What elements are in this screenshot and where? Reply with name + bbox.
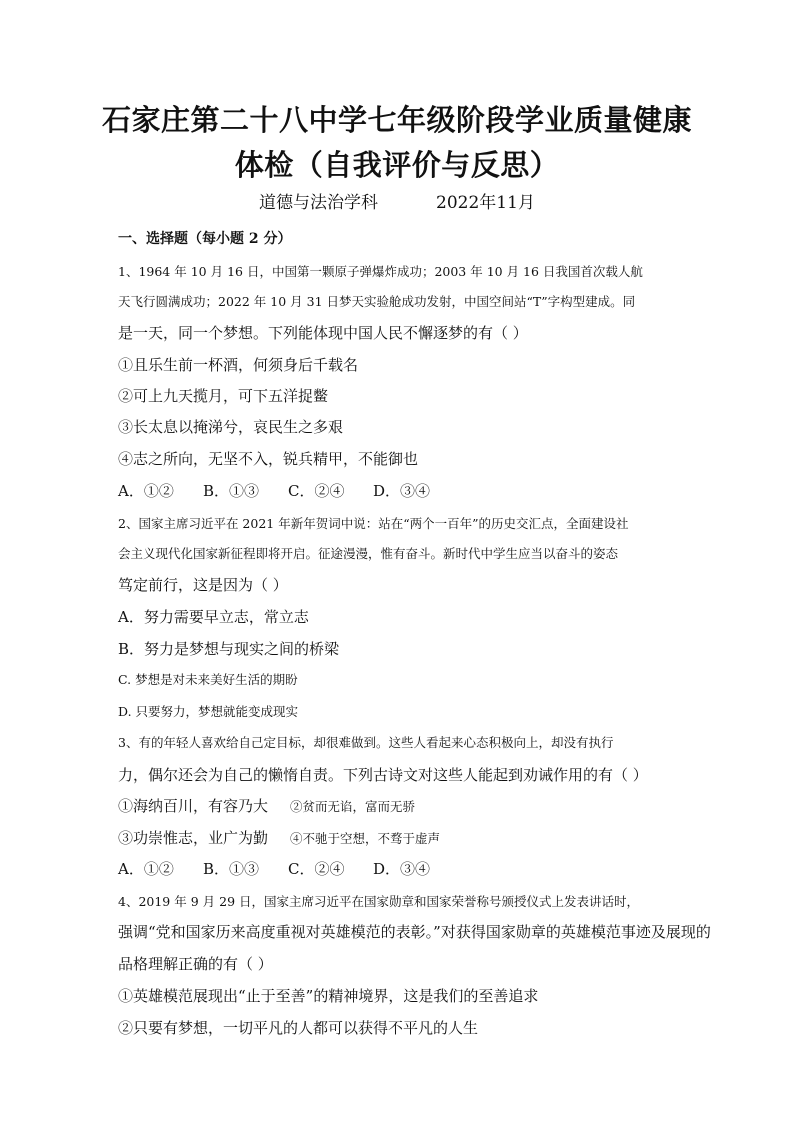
q3-stem-line2: 力，偶尔还会为自己的懒惰自责。下列古诗文对这些人能起到劝诫作用的有（ ）: [118, 766, 648, 784]
q1-item-3: ③长太息以掩涕兮，哀民生之多艰: [118, 418, 344, 436]
q4-stem-line1: 4、2019 年 9 月 29 日，国家主席习近平在国家勋章和国家荣誉称号颁授仪式上发表讲话时，: [118, 894, 639, 909]
q1-item-1: ①且乐生前一杯酒，何须身后千载名: [118, 356, 359, 374]
q1-item-4: ④志之所向，无坚不入，锐兵精甲，不能御也: [118, 450, 419, 468]
q3-items-row1: [118, 795, 415, 816]
subtitle: [0, 188, 794, 213]
q3-items-row2: [118, 827, 440, 848]
q4-item-2: ②只要有梦想，一切平凡的人都可以获得不平凡的人生: [118, 1019, 479, 1037]
q1-options: [118, 480, 458, 501]
q2-stem-line1: 2、国家主席习近平在 2021 年新年贺词中说：站在“两个一百年”的历史交汇点，全面建设社: [118, 516, 629, 531]
q3-options: [118, 858, 458, 879]
page-title-line2: 体检（自我评价与反思）: [234, 148, 560, 182]
q3-item-2: ②贫而无谄，富而无骄: [290, 799, 416, 814]
q1-option-b: B．①③: [203, 482, 260, 500]
q1-item-2: ②可上九天揽月，可下五洋捉鳖: [118, 387, 329, 405]
q1-stem-line2: 天飞行圆满成功；2022 年 10 月 31 日梦天实验舱成功发射，中国空间站“T”字构型建成。同: [118, 294, 636, 309]
q2-stem-line3: 笃定前行，这是因为（ ）: [118, 576, 288, 594]
q2-option-d: D. 只要努力，梦想就能变成现实: [118, 704, 299, 719]
q2-stem-line2: 会主义现代化国家新征程即将开启。征途漫漫，惟有奋斗。新时代中学生应当以奋斗的姿态: [118, 546, 619, 561]
q4-stem-line2: 强调“党和国家历来高度重视对英雄模范的表彰。”对获得国家勋章的英雄模范事迹及展现的: [118, 923, 711, 941]
q4-stem-line3: 品格理解正确的有（ ）: [118, 955, 273, 973]
page-title-line1: 石家庄第二十八中学七年级阶段学业质量健康: [101, 103, 692, 137]
q3-item-4: ④不驰于空想，不骛于虚声: [290, 831, 441, 846]
exam-date: 2022年11月: [436, 193, 535, 213]
q2-option-a: A．努力需要早立志，常立志: [118, 608, 309, 626]
q3-stem-line1: 3、有的年轻人喜欢给自己定目标，却很难做到。这些人看起来心态积极向上，却没有执行: [118, 735, 614, 750]
q1-option-d: D．③④: [373, 482, 431, 500]
q3-option-c: C．②④: [288, 860, 345, 878]
subject-label: 道德与法治学科: [259, 193, 379, 213]
q3-item-1: ①海纳百川，有容乃大: [118, 797, 269, 815]
q3-option-a: A．①②: [118, 860, 174, 878]
section-heading: 一、选择题（每小题 2 分）: [118, 231, 292, 247]
q3-option-d: D．③④: [373, 860, 431, 878]
q2-option-b: B．努力是梦想与现实之间的桥梁: [118, 640, 340, 658]
q1-stem-line1: 1、1964 年 10 月 16 日，中国第一颗原子弹爆炸成功；2003 年 10 月 16 日我国首次载人航: [118, 264, 643, 279]
q1-stem-line3: 是一天，同一个梦想。下列能体现中国人民不懈逐梦的有（ ）: [118, 324, 528, 342]
q3-item-3: ③功崇惟志，业广为勤: [118, 829, 269, 847]
q1-option-c: C．②④: [288, 482, 345, 500]
q1-option-a: A．①②: [118, 482, 174, 500]
q3-option-b: B．①③: [203, 860, 260, 878]
q4-item-1: ①英雄模范展现出“止于至善”的精神境界，这是我们的至善追求: [118, 987, 539, 1005]
q2-option-c: C. 梦想是对未来美好生活的期盼: [118, 672, 298, 687]
